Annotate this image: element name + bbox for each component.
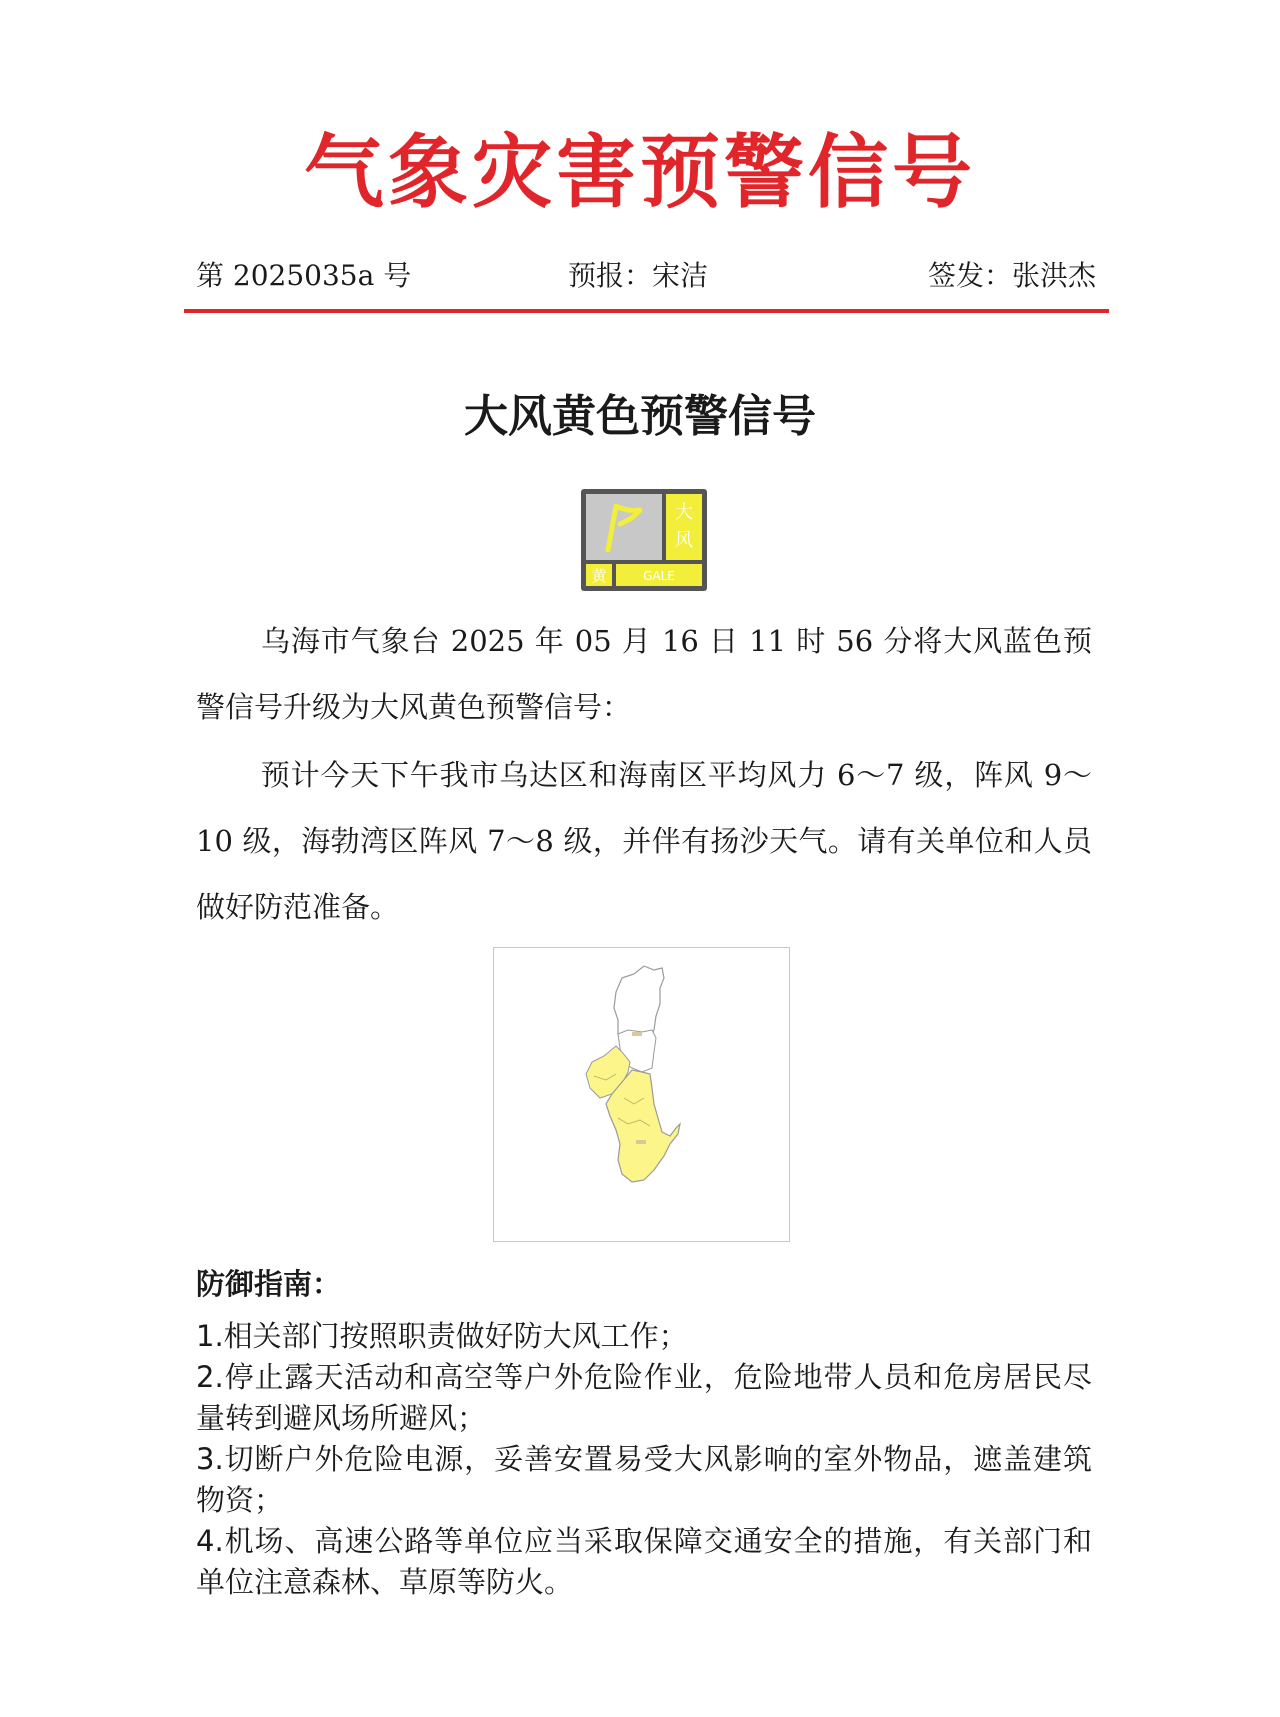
paragraph-text: 乌海市气象台 2025 年 05 月 16 日 11 时 56 分将大风蓝色预警信号升级为大风黄色预警信号： (196, 624, 1092, 724)
guide-item: 3.切断户外危险电源，妥善安置易受大风影响的室外物品，遮盖建筑物资； (196, 1442, 1092, 1517)
icon-corner-label: 黄 (591, 567, 607, 585)
paragraph-text: 预计今天下午我市乌达区和海南区平均风力 6～7 级，阵风 9～10 级，海勃湾区阵风 7～8 级，并伴有扬沙天气。请有关单位和人员做好防范准备。 (196, 758, 1092, 924)
signer: 签发：张洪杰 (927, 259, 1096, 292)
header-divider (184, 309, 1109, 313)
signal-title: 大风黄色预警信号 (464, 391, 816, 442)
icon-char-bottom: 风 (675, 530, 693, 551)
forecast-paragraph (196, 742, 1092, 940)
icon-english-label: GALE (643, 569, 675, 583)
defense-guide-title: 防御指南： (196, 1267, 342, 1301)
document-header-title: 气象灾害预警信号 (304, 125, 976, 219)
guide-item: 1.相关部门按照职责做好防大风工作； (196, 1319, 688, 1353)
guide-item: 4.机场、高速公路等单位应当采取保障交通安全的措施，有关部门和单位注意森林、草原等防火。 (196, 1524, 1092, 1599)
announcement-paragraph (196, 608, 1092, 740)
issue-meta-row (196, 254, 1096, 298)
gale-yellow-warning-icon (580, 488, 708, 592)
icon-char-top: 大 (675, 502, 693, 523)
defense-guide-list (196, 1316, 1092, 1603)
guide-item: 2.停止露天活动和高空等户外危险作业，危险地带人员和危房居民尽量转到避风场所避风； (196, 1360, 1092, 1435)
wuhai-warning-area-map (493, 947, 790, 1242)
forecaster: 预报：宋洁 (568, 259, 709, 292)
issue-number: 第 2025035a 号 (196, 259, 412, 292)
